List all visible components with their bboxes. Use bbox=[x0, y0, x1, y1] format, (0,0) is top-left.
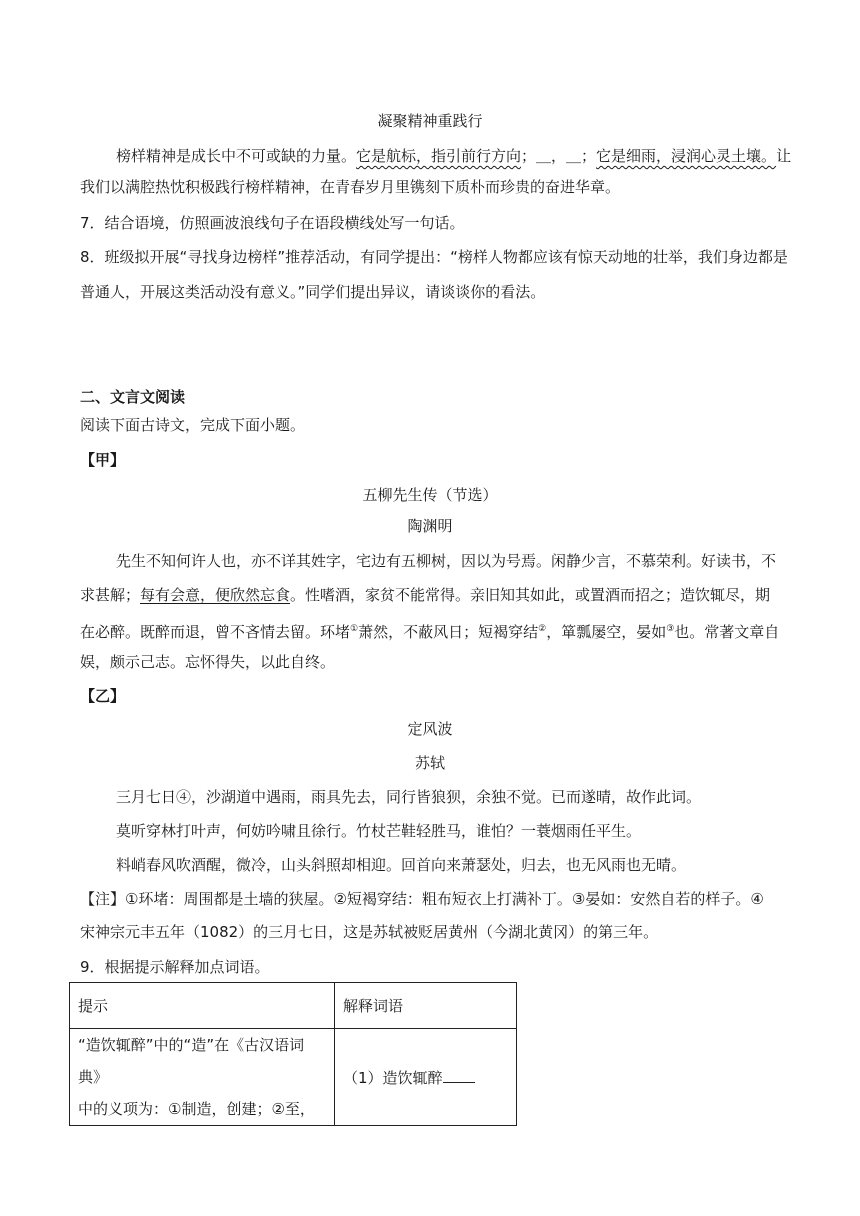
yi-text-line: 三月七日④，沙湖道中遇雨，雨具先去，同行皆狼狈，余独不觉。已而遂晴，故作此词。 bbox=[116, 788, 702, 806]
jia-text-line: 先生不知何许人也，亦不详其姓字，宅边有五柳树，因以为号焉。闲静少言，不慕荣利。好读书，不 bbox=[116, 552, 777, 570]
note-line: 宋神宗元丰五年（1082）的三月七日，这是苏轼被贬居黄州（今湖北黄冈）的第三年。 bbox=[80, 923, 659, 941]
question-8-line-1: 8．班级拟开展“寻找身边榜样”推荐活动，有同学提出：“榜样人物都应该有惊天动地的壮举，我们身边都是 bbox=[80, 248, 788, 266]
question-7: 7．结合语境，仿照画波浪线句子在语段横线处写一句话。 bbox=[80, 214, 465, 232]
yi-author: 苏轼 bbox=[414, 754, 445, 772]
question-9: 9．根据提示解释加点词语。 bbox=[80, 958, 270, 976]
jia-author: 陶渊明 bbox=[407, 517, 453, 535]
table-cell-explain bbox=[335, 1029, 517, 1126]
label-jia: 【甲】 bbox=[80, 451, 126, 469]
footnote-marker: ③ bbox=[666, 624, 675, 634]
footnote-marker: ② bbox=[538, 624, 547, 634]
wavy-underlined-sentence-2: 它是细雨，浸润心灵土壤。 bbox=[596, 147, 777, 165]
text-segment: 在必醉。既醉而退，曾不吝情去留。环堵 bbox=[80, 623, 351, 641]
table-cell-hint bbox=[70, 1029, 335, 1126]
text-segment: 萧然，不蔽风日；短褐穿结 bbox=[358, 623, 539, 641]
yi-text-line: 莫听穿林打叶声，何妨吟啸且徐行。竹杖芒鞋轻胜马，谁怕？一蓑烟雨任平生。 bbox=[116, 822, 642, 840]
passage-title: 凝聚精神重践行 bbox=[377, 112, 483, 130]
hint-line: 中的义项为：①制造，创建；②至， bbox=[78, 1100, 315, 1118]
yi-text-line: 料峭春风吹酒醒，微冷，山头斜照却相迎。回首向来萧瑟处，归去，也无风雨也无晴。 bbox=[116, 856, 687, 874]
table-header-hint: 提示 bbox=[70, 983, 335, 1029]
jia-text-line bbox=[80, 618, 779, 643]
table-header-explain: 解释词语 bbox=[335, 983, 517, 1029]
hint-line: “造饮辄醉”中的“造”在《古汉语词典》 bbox=[78, 1036, 305, 1086]
label-yi: 【乙】 bbox=[80, 687, 126, 705]
note-line: 【注】①环堵：周围都是土墙的狭屋。②短褐穿结：粗布短衣上打满补丁。③晏如：安然自若的样子。④ bbox=[80, 890, 764, 908]
section-instruction: 阅读下面古诗文，完成下面小题。 bbox=[80, 416, 306, 434]
jia-text-line: 娱，颇示己志。忘怀得失，以此自终。 bbox=[80, 653, 336, 671]
question-8-line-2: 普通人，开展这类活动没有意义。”同学们提出异议，请谈谈你的看法。 bbox=[80, 283, 546, 301]
passage-paragraph-line bbox=[116, 145, 791, 167]
section-heading: 二、文言文阅读 bbox=[80, 388, 186, 406]
yi-title: 定风波 bbox=[407, 720, 453, 738]
blank-segment: ；＿，＿； bbox=[521, 147, 597, 165]
jia-text-line bbox=[80, 584, 770, 606]
explain-label: （1）造饮辄醉 bbox=[343, 1068, 443, 1087]
wavy-underlined-sentence: 它是航标，指引前行方向 bbox=[356, 147, 522, 165]
text-segment: 求甚解； bbox=[80, 586, 141, 604]
text-segment: 让 bbox=[776, 147, 792, 165]
jia-title: 五柳先生传（节选） bbox=[362, 486, 498, 504]
text-segment: 。性嗜酒，家贫不能常得。亲旧知其如此，或置酒而招之；造饮辄尽，期 bbox=[290, 586, 771, 604]
text-segment: 也。常著文章自 bbox=[674, 623, 780, 641]
text-segment: 榜样精神是成长中不可或缺的力量。 bbox=[116, 147, 357, 165]
text-segment: ，箪瓢屡空，晏如 bbox=[546, 623, 667, 641]
underlined-sentence: 每有会意，便欣然忘食 bbox=[140, 586, 291, 604]
footnote-marker: ① bbox=[350, 624, 359, 634]
hint-table bbox=[69, 982, 517, 1126]
answer-blank[interactable] bbox=[443, 1068, 475, 1083]
passage-paragraph-line: 我们以满腔热忱积极践行榜样精神，在青春岁月里镌刻下质朴而珍贵的奋进华章。 bbox=[80, 178, 621, 196]
